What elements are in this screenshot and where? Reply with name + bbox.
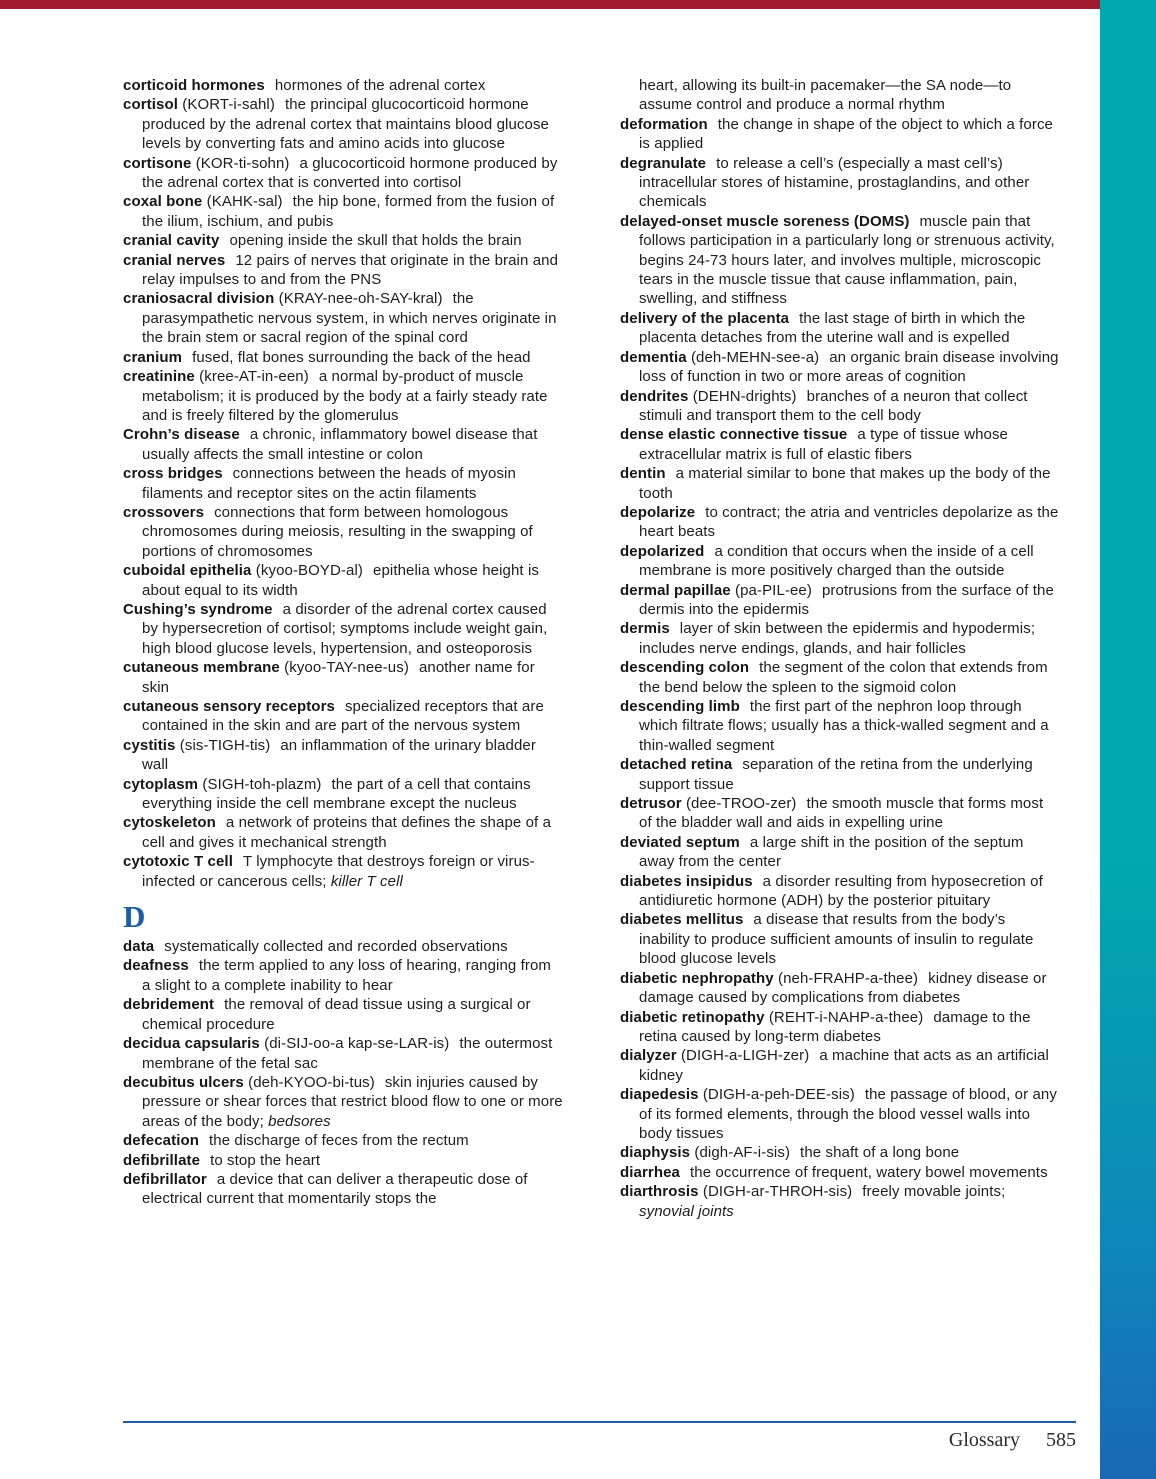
glossary-entry	[620, 212, 1060, 309]
glossary-term: diarthrosis	[620, 1183, 699, 1201]
definition: protrusions from the surface of the dermis into the epidermis	[639, 581, 1054, 618]
glossary-entry	[123, 503, 563, 561]
pronunciation: (DIGH-a-peh-DEE-sis)	[702, 1086, 855, 1104]
glossary-term: diaphysis	[620, 1144, 691, 1162]
definition: 12 pairs of nerves that originate in the brain and relay impulses to and from the PNS	[142, 251, 559, 289]
pronunciation: (kyoo-TAY-nee-us)	[284, 659, 409, 677]
definition: T lymphocyte that destroys foreign or virus-infected or cancerous cells;	[142, 853, 535, 890]
definition: the removal of dead tissue using a surgical or chemical procedure	[142, 996, 531, 1033]
pronunciation: (kree-AT-in-een)	[199, 368, 309, 386]
glossary-entry	[620, 503, 1060, 542]
pronunciation: (neh-FRAHP-a-thee)	[777, 969, 919, 987]
glossary-entry	[123, 561, 563, 600]
glossary-term: Crohn’s disease	[123, 426, 240, 444]
glossary-term: diabetes mellitus	[620, 911, 744, 929]
definition: skin injuries caused by pressure or shear forces that restrict blood flow to one or more areas of the body;	[142, 1073, 563, 1130]
definition: heart, allowing its built-in pacemaker—the SA node—to assume control and produce a normal rhythm	[639, 77, 1012, 114]
glossary-term: diabetic nephropathy	[620, 969, 774, 987]
glossary-entry	[123, 1151, 563, 1170]
definition: a glucocorticoid hormone produced by the adrenal cortex that is converted into cortisol	[142, 154, 558, 192]
glossary-term: delivery of the placenta	[620, 309, 790, 327]
glossary-entry	[123, 289, 563, 347]
definition: another name for skin	[142, 659, 535, 696]
definition: a chronic, inflammatory bowel disease that usually affects the small intestine or colon	[142, 426, 538, 463]
glossary-term: cranium	[123, 348, 183, 366]
glossary-term: dendrites	[620, 387, 689, 405]
definition: layer of skin between the epidermis and hypodermis; includes nerve endings, glands, and hair follicles	[639, 620, 1036, 657]
glossary-entry	[620, 154, 1060, 212]
glossary-entry	[620, 309, 1060, 348]
pronunciation: (DEHN-drights)	[692, 387, 797, 405]
pronunciation: (KOR-ti-sohn)	[195, 154, 290, 172]
definition: the hip bone, formed from the fusion of the ilium, ischium, and pubis	[142, 193, 555, 230]
definition: the discharge of feces from the rectum	[209, 1132, 469, 1150]
glossary-term: coxal bone	[123, 193, 203, 211]
definition: a device that can deliver a therapeutic dose of electrical current that momentarily stops the	[142, 1170, 528, 1208]
glossary-term: cytotoxic T cell	[123, 853, 233, 871]
glossary-entry	[123, 995, 563, 1034]
glossary-term: cytoskeleton	[123, 814, 216, 832]
glossary-term: diarrhea	[620, 1163, 680, 1181]
definition: the principal glucocorticoid hormone produced by the adrenal cortex that maintains blood glucose levels by converting fats and amino acids into glucose	[142, 96, 549, 153]
glossary-term: defibrillator	[123, 1170, 207, 1188]
glossary-entry	[123, 367, 563, 425]
glossary-term: defibrillate	[123, 1151, 201, 1169]
glossary-entry	[123, 937, 563, 956]
glossary-entry	[620, 387, 1060, 426]
glossary-entry	[620, 464, 1060, 503]
glossary-term: descending colon	[620, 659, 750, 677]
definition-italic: bedsores	[268, 1112, 331, 1130]
definition: fused, flat bones surrounding the back of the head	[192, 348, 531, 366]
definition: specialized receptors that are contained in the skin and are part of the nervous system	[142, 698, 544, 735]
glossary-column-right	[620, 76, 1060, 1221]
top-accent-bar	[0, 0, 1100, 9]
glossary-entry	[123, 852, 563, 891]
glossary-entry	[620, 1163, 1060, 1182]
glossary-entry	[123, 956, 563, 995]
definition-italic: synovial joints	[639, 1202, 734, 1220]
definition: muscle pain that follows participation in a particularly long or strenuous activity, begins 24-73 hours later, and involves multiple, microscopic tears in the muscle tissue that cause inflammation, pain, swelling, and stiffness	[639, 212, 1055, 308]
glossary-entry	[123, 348, 563, 367]
glossary-term: degranulate	[620, 154, 707, 172]
glossary-entry	[620, 1008, 1060, 1047]
side-accent-bar	[1100, 0, 1156, 1479]
definition: damage to the retina caused by long-term diabetes	[639, 1008, 1031, 1045]
pronunciation: (sis-TIGH-tis)	[179, 736, 271, 754]
glossary-term: corticoid hormones	[123, 77, 265, 94]
glossary-entry	[123, 813, 563, 852]
glossary-term: depolarize	[620, 503, 696, 521]
glossary-term: diapedesis	[620, 1086, 699, 1104]
glossary-term: dementia	[620, 348, 687, 366]
definition: hormones of the adrenal cortex	[274, 77, 486, 94]
glossary-term: Cushing’s syndrome	[123, 600, 273, 618]
glossary-term: dermis	[620, 620, 670, 638]
pronunciation: (digh-AF-i-sis)	[694, 1144, 791, 1162]
definition: a large shift in the position of the septum away from the center	[639, 833, 1024, 871]
glossary-entry	[123, 154, 563, 193]
glossary-content	[123, 76, 1060, 1221]
definition: the smooth muscle that forms most of the bladder wall and aids in expelling urine	[639, 795, 1044, 832]
glossary-entry	[620, 542, 1060, 581]
glossary-term: descending limb	[620, 698, 740, 715]
definition: branches of a neuron that collect stimuli and transport them to the cell body	[639, 387, 1028, 424]
glossary-term: dialyzer	[620, 1047, 677, 1065]
glossary-term: decidua capsularis	[123, 1035, 260, 1053]
glossary-term: dentin	[620, 465, 666, 483]
glossary-term: cytoplasm	[123, 775, 199, 793]
glossary-entry	[123, 775, 563, 814]
pronunciation: (REHT-i-NAHP-a-thee)	[768, 1008, 924, 1026]
pronunciation: (pa-PIL-ee)	[735, 581, 812, 599]
glossary-entry	[123, 425, 563, 464]
glossary-term: defecation	[123, 1132, 200, 1150]
footer-rule	[123, 1421, 1076, 1423]
pronunciation: (dee-TROO-zer)	[685, 795, 797, 813]
definition: the outermost membrane of the fetal sac	[142, 1035, 553, 1072]
definition: a disorder of the adrenal cortex caused by hypersecretion of cortisol; symptoms include weight gain, high blood glucose levels, hypertension, and osteoporosis	[142, 600, 548, 657]
glossary-term: cortisone	[123, 154, 192, 172]
definition: the parasympathetic nervous system, in which nerves originate in the brain stem or sacral region of the spinal cord	[142, 290, 557, 347]
definition: a condition that occurs when the inside of a cell membrane is more positively charged than the outside	[639, 542, 1034, 580]
definition: kidney disease or damage caused by complications from diabetes	[639, 969, 1047, 1007]
pronunciation: (deh-MEHN-see-a)	[690, 348, 820, 366]
glossary-term: dermal papillae	[620, 581, 731, 599]
pronunciation: (kyoo-BOYD-al)	[255, 562, 364, 580]
glossary-term: craniosacral division	[123, 290, 275, 308]
glossary-term: decubitus ulcers	[123, 1073, 244, 1091]
glossary-term: deviated septum	[620, 833, 740, 851]
definition: systematically collected and recorded observations	[164, 938, 508, 956]
glossary-entry	[123, 736, 563, 775]
glossary-entry	[620, 425, 1060, 464]
glossary-term: cuboidal epithelia	[123, 562, 252, 580]
glossary-term: deafness	[123, 957, 189, 975]
definition: a disorder resulting from hyposecretion of antidiuretic hormone (ADH) by the posterior pituitary	[639, 872, 1043, 910]
pronunciation: (SIGH-toh-plazm)	[202, 775, 322, 793]
definition: the passage of blood, or any of its formed elements, through the blood vessel walls into body tissues	[639, 1086, 1057, 1142]
definition: opening inside the skull that holds the brain	[229, 232, 522, 250]
glossary-entry	[123, 600, 563, 658]
definition: connections between the heads of myosin filaments and receptor sites on the actin filaments	[142, 465, 516, 502]
definition: to release a cell’s (especially a mast cell’s) intracellular stores of histamine, prostaglandins, and other chemicals	[639, 154, 1030, 211]
pronunciation: (di-SIJ-oo-a kap-se-LAR-is)	[264, 1035, 450, 1053]
glossary-term: debridement	[123, 996, 215, 1014]
glossary-term: cutaneous sensory receptors	[123, 698, 335, 715]
section-letter: D	[123, 899, 146, 935]
glossary-entry	[620, 697, 1060, 755]
definition: a disease that results from the body’s inability to produce sufficient amounts of insulin to regulate blood glucose levels	[639, 911, 1034, 968]
glossary-term: cranial cavity	[123, 232, 220, 250]
glossary-term: cortisol	[123, 96, 178, 114]
definition: an organic brain disease involving loss of function in two or more areas of cognition	[639, 348, 1059, 386]
definition: the first part of the nephron loop through which filtrate flows; usually has a thick-walled segment and a thin-walled segment	[639, 698, 1049, 754]
glossary-entry	[123, 76, 563, 95]
glossary-entry	[620, 658, 1060, 697]
definition: the occurrence of frequent, watery bowel movements	[690, 1163, 1048, 1181]
glossary-term: crossovers	[123, 503, 205, 521]
glossary-term: delayed-onset muscle soreness (DOMS)	[620, 212, 910, 230]
glossary-term: detached retina	[620, 756, 733, 774]
definition: freely movable joints;	[862, 1183, 1006, 1201]
definition: connections that form between homologous chromosomes during meiosis, resulting in the swapping of portions of chromosomes	[142, 503, 533, 560]
glossary-entry	[620, 969, 1060, 1008]
glossary-entry	[620, 619, 1060, 658]
glossary-entry	[620, 1085, 1060, 1143]
glossary-entry	[620, 581, 1060, 620]
glossary-entry	[123, 1170, 563, 1209]
pronunciation: (KORT-i-sahl)	[182, 96, 275, 114]
glossary-entry	[620, 833, 1060, 872]
glossary-entry	[620, 910, 1060, 968]
definition: to stop the heart	[210, 1151, 321, 1169]
glossary-term: diabetic retinopathy	[620, 1008, 765, 1026]
pronunciation: (KAHK-sal)	[206, 193, 283, 211]
glossary-term: creatinine	[123, 368, 195, 386]
footer-section-label: Glossary	[948, 1429, 1020, 1451]
definition: the shaft of a long bone	[800, 1144, 960, 1162]
definition: epithelia whose height is about equal to its width	[142, 562, 539, 599]
page-footer	[123, 1429, 1076, 1452]
glossary-entry	[123, 1073, 563, 1131]
definition: the term applied to any loss of hearing, ranging from a slight to a complete inability to hear	[142, 957, 552, 994]
glossary-entry	[123, 1131, 563, 1150]
pronunciation: (KRAY-nee-oh-SAY-kral)	[278, 290, 443, 308]
glossary-term: cross bridges	[123, 465, 223, 483]
glossary-entry	[620, 794, 1060, 833]
glossary-term: cystitis	[123, 736, 176, 754]
glossary-entry	[620, 76, 1060, 115]
glossary-entry	[620, 1182, 1060, 1221]
glossary-term: depolarized	[620, 542, 705, 560]
definition-italic: killer T cell	[330, 872, 403, 890]
definition: to contract; the atria and ventricles depolarize as the heart beats	[639, 503, 1059, 541]
glossary-entry	[123, 464, 563, 503]
definition: an inflammation of the urinary bladder wall	[142, 736, 536, 774]
glossary-term: data	[123, 938, 155, 956]
glossary-term: detrusor	[620, 795, 682, 813]
glossary-entry	[123, 231, 563, 250]
glossary-entry	[123, 658, 563, 697]
definition: a type of tissue whose extracellular matrix is full of elastic fibers	[639, 426, 1008, 463]
glossary-entry	[620, 115, 1060, 154]
definition: a network of proteins that defines the shape of a cell and gives it mechanical strength	[142, 814, 552, 851]
glossary-entry	[123, 251, 563, 290]
definition: a normal by-product of muscle metabolism; it is produced by the body at a fairly steady rate and is freely filtered by the glomerulus	[142, 368, 548, 424]
pronunciation: (deh-KYOO-bi-tus)	[248, 1073, 375, 1091]
glossary-entry	[123, 697, 563, 736]
glossary-term: cutaneous membrane	[123, 659, 280, 677]
definition: a material similar to bone that makes up the body of the tooth	[639, 465, 1051, 502]
glossary-entry	[620, 872, 1060, 911]
glossary-term: cranial nerves	[123, 251, 226, 269]
glossary-entry	[620, 755, 1060, 794]
pronunciation: (DIGH-ar-THROH-sis)	[702, 1183, 853, 1201]
definition: the last stage of birth in which the placenta detaches from the uterine wall and is expelled	[639, 309, 1026, 347]
definition: the change in shape of the object to which a force is applied	[639, 115, 1054, 153]
glossary-term: diabetes insipidus	[620, 872, 753, 890]
glossary-column-left	[123, 76, 563, 1221]
definition: separation of the retina from the underlying support tissue	[639, 756, 1033, 793]
glossary-entry	[620, 1046, 1060, 1085]
glossary-term: dense elastic connective tissue	[620, 426, 848, 444]
pronunciation: (DIGH-a-LIGH-zer)	[680, 1047, 810, 1065]
definition: the part of a cell that contains everything inside the cell membrane except the nucleus	[142, 775, 531, 813]
glossary-entry	[123, 192, 563, 231]
definition: a machine that acts as an artificial kidney	[639, 1047, 1049, 1084]
glossary-entry	[620, 1143, 1060, 1162]
definition: the segment of the colon that extends from the bend below the spleen to the sigmoid colon	[639, 659, 1048, 696]
footer-page-number: 585	[1046, 1429, 1076, 1451]
glossary-term: deformation	[620, 115, 708, 133]
glossary-entry	[123, 95, 563, 153]
glossary-entry	[620, 348, 1060, 387]
glossary-entry	[123, 1034, 563, 1073]
